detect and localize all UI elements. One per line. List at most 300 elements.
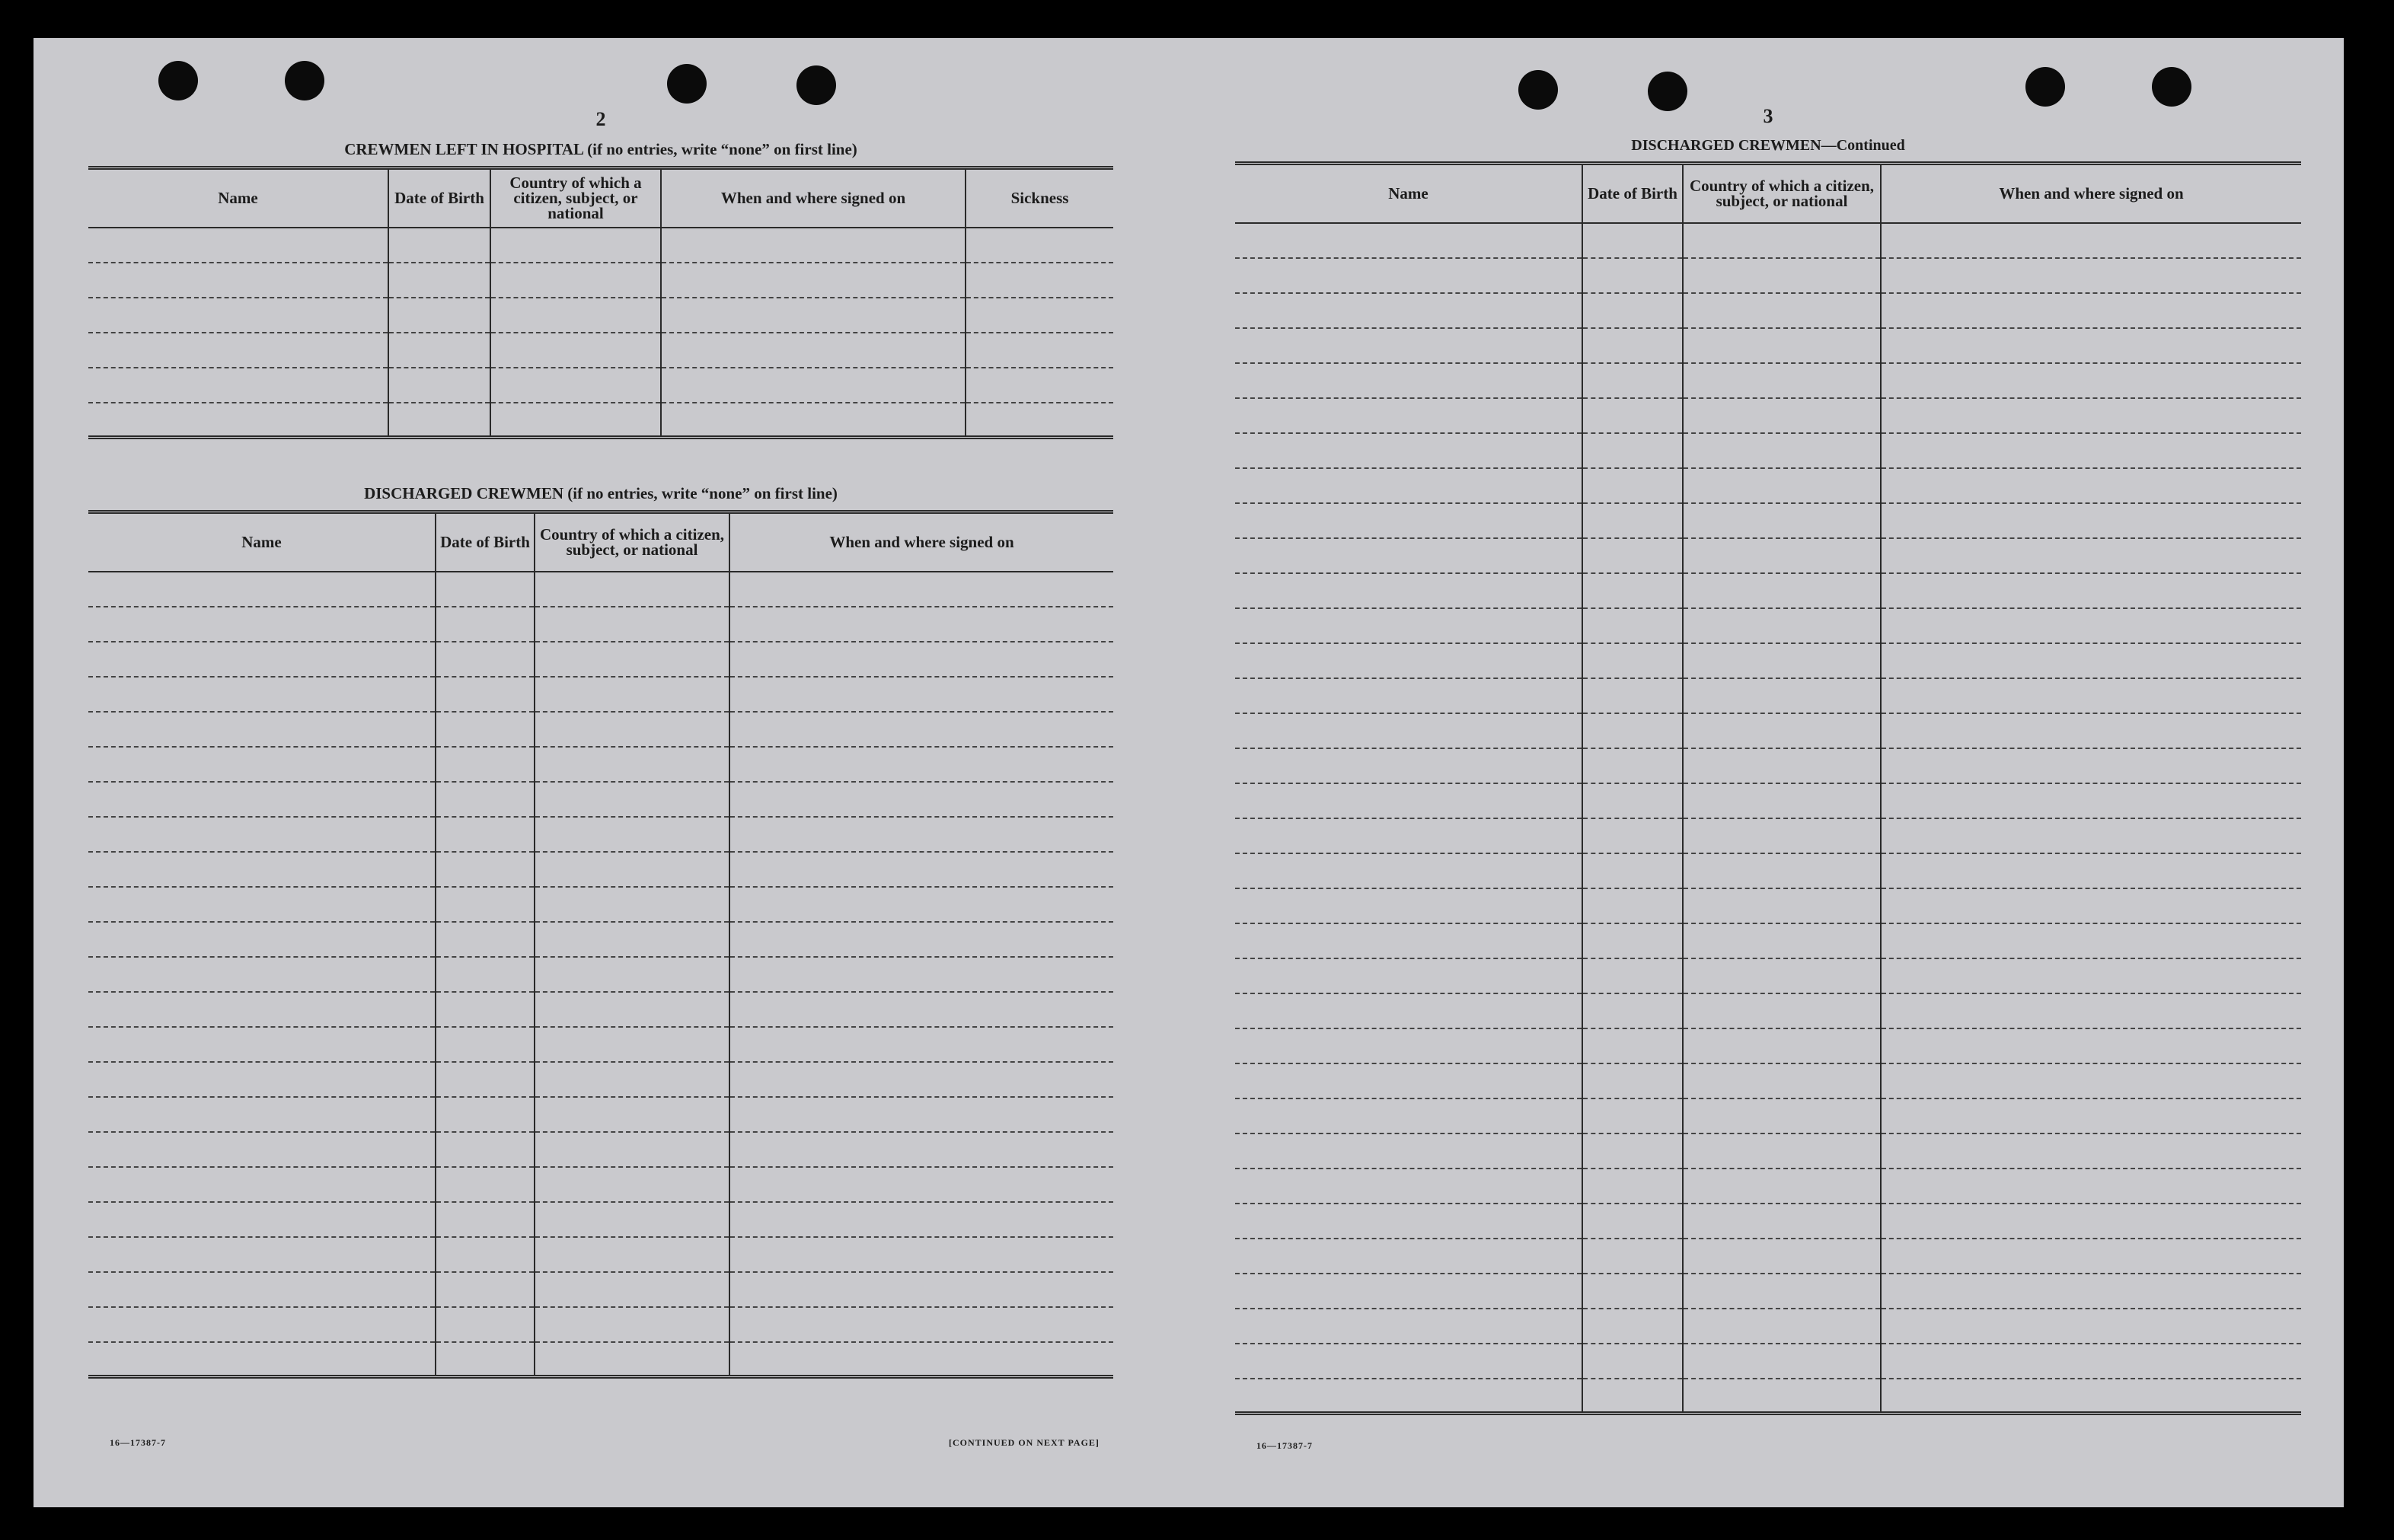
column-header-date-of-birth: Date of Birth — [388, 168, 490, 228]
entry-cell[interactable] — [1582, 328, 1683, 363]
entry-cell[interactable] — [88, 1097, 436, 1132]
entry-cell[interactable] — [1235, 643, 1582, 678]
entry-cell[interactable] — [88, 992, 436, 1027]
entry-cell[interactable] — [88, 1027, 436, 1062]
entry-cell[interactable] — [490, 298, 661, 333]
entry-cell[interactable] — [535, 677, 729, 712]
entry-cell[interactable] — [388, 228, 490, 263]
entry-cell[interactable] — [535, 1307, 729, 1342]
entry-cell[interactable] — [1582, 503, 1683, 538]
entry-cell[interactable] — [966, 263, 1113, 298]
entry-cell[interactable] — [535, 712, 729, 747]
entry-cell[interactable] — [88, 607, 436, 642]
column-header-country: Country of which a citizen, subject, or national — [1683, 164, 1881, 223]
entry-cell[interactable] — [1683, 1379, 1881, 1414]
entry-cell[interactable] — [966, 403, 1113, 438]
entry-cell[interactable] — [88, 333, 388, 368]
entry-cell[interactable] — [1582, 223, 1683, 258]
entry-cell[interactable] — [436, 677, 535, 712]
entry-cell[interactable] — [1683, 608, 1881, 643]
entry-cell[interactable] — [1881, 1239, 2301, 1274]
entry-cell[interactable] — [1582, 1133, 1683, 1169]
entry-cell[interactable] — [1881, 468, 2301, 503]
entry-cell[interactable] — [436, 817, 535, 852]
entry-cell[interactable] — [1683, 958, 1881, 993]
entry-cell[interactable] — [1235, 1028, 1582, 1063]
entry-cell[interactable] — [1582, 1239, 1683, 1274]
entry-cell[interactable] — [1683, 398, 1881, 433]
table-row — [1235, 958, 2301, 993]
entry-cell[interactable] — [1881, 503, 2301, 538]
entry-cell[interactable] — [1235, 293, 1582, 328]
entry-cell[interactable] — [1683, 538, 1881, 573]
entry-cell[interactable] — [436, 957, 535, 992]
entry-cell[interactable] — [1683, 1028, 1881, 1063]
entry-cell[interactable] — [88, 782, 436, 817]
entry-cell[interactable] — [729, 712, 1113, 747]
entry-cell[interactable] — [436, 1202, 535, 1237]
entry-cell[interactable] — [535, 747, 729, 782]
entry-cell[interactable] — [1235, 468, 1582, 503]
entry-cell[interactable] — [1881, 1204, 2301, 1239]
entry-cell[interactable] — [661, 333, 966, 368]
discharged-title-note: (if no entries, write “none” on first line) — [567, 484, 838, 502]
entry-cell[interactable] — [490, 368, 661, 403]
entry-cell[interactable] — [535, 572, 729, 607]
entry-cell[interactable] — [1881, 1063, 2301, 1098]
table-row — [88, 263, 1113, 298]
entry-cell[interactable] — [88, 922, 436, 957]
table-row — [1235, 1133, 2301, 1169]
entry-cell[interactable] — [1881, 1169, 2301, 1204]
entry-cell[interactable] — [535, 852, 729, 887]
table-row — [1235, 818, 2301, 853]
entry-cell[interactable] — [1235, 1063, 1582, 1098]
entry-cell[interactable] — [1235, 433, 1582, 468]
column-header-name: Name — [88, 168, 388, 228]
table-row — [88, 782, 1113, 817]
entry-cell[interactable] — [729, 1062, 1113, 1097]
entry-cell[interactable] — [729, 782, 1113, 817]
entry-cell[interactable] — [88, 677, 436, 712]
table-row — [88, 922, 1113, 957]
entry-cell[interactable] — [388, 298, 490, 333]
entry-cell[interactable] — [436, 572, 535, 607]
entry-cell[interactable] — [1235, 783, 1582, 818]
column-header-name: Name — [1235, 164, 1582, 223]
entry-cell[interactable] — [1582, 258, 1683, 293]
entry-cell[interactable] — [88, 1342, 436, 1377]
entry-cell[interactable] — [1582, 1204, 1683, 1239]
entry-cell[interactable] — [88, 1167, 436, 1202]
entry-cell[interactable] — [1582, 1379, 1683, 1414]
entry-cell[interactable] — [88, 1132, 436, 1167]
entry-cell[interactable] — [1235, 993, 1582, 1028]
entry-cell[interactable] — [388, 368, 490, 403]
entry-cell[interactable] — [88, 572, 436, 607]
entry-cell[interactable] — [1683, 1133, 1881, 1169]
entry-cell[interactable] — [535, 817, 729, 852]
entry-cell[interactable] — [88, 368, 388, 403]
entry-cell[interactable] — [535, 1027, 729, 1062]
entry-cell[interactable] — [661, 403, 966, 438]
entry-cell[interactable] — [1881, 958, 2301, 993]
hospital-title-text: CREWMEN LEFT IN HOSPITAL — [344, 140, 583, 158]
form-sheet — [34, 38, 2344, 1507]
entry-cell[interactable] — [1582, 398, 1683, 433]
entry-cell[interactable] — [661, 263, 966, 298]
entry-cell[interactable] — [1582, 958, 1683, 993]
table-row — [88, 607, 1113, 642]
entry-cell[interactable] — [88, 263, 388, 298]
entry-cell[interactable] — [1683, 503, 1881, 538]
entry-cell[interactable] — [1582, 433, 1683, 468]
entry-cell[interactable] — [729, 1027, 1113, 1062]
entry-cell[interactable] — [88, 957, 436, 992]
entry-cell[interactable] — [535, 1202, 729, 1237]
entry-cell[interactable] — [1235, 1133, 1582, 1169]
entry-cell[interactable] — [729, 817, 1113, 852]
entry-cell[interactable] — [1683, 993, 1881, 1028]
entry-cell[interactable] — [1683, 1098, 1881, 1133]
entry-cell[interactable] — [1683, 1344, 1881, 1379]
entry-cell[interactable] — [88, 298, 388, 333]
entry-cell[interactable] — [1683, 783, 1881, 818]
entry-cell[interactable] — [388, 263, 490, 298]
entry-cell[interactable] — [436, 1237, 535, 1272]
entry-cell[interactable] — [729, 572, 1113, 607]
entry-cell[interactable] — [1235, 888, 1582, 923]
entry-cell[interactable] — [729, 677, 1113, 712]
entry-cell[interactable] — [1881, 678, 2301, 713]
table-row — [1235, 1344, 2301, 1379]
entry-cell[interactable] — [1235, 818, 1582, 853]
entry-cell[interactable] — [535, 607, 729, 642]
entry-cell[interactable] — [1582, 573, 1683, 608]
entry-cell[interactable] — [1582, 1063, 1683, 1098]
entry-cell[interactable] — [1235, 958, 1582, 993]
entry-cell[interactable] — [535, 642, 729, 677]
entry-cell[interactable] — [966, 333, 1113, 368]
entry-cell[interactable] — [729, 992, 1113, 1027]
entry-cell[interactable] — [88, 1307, 436, 1342]
entry-cell[interactable] — [88, 712, 436, 747]
entry-cell[interactable] — [88, 1062, 436, 1097]
entry-cell[interactable] — [1683, 748, 1881, 783]
table-row — [1235, 1063, 2301, 1098]
entry-cell[interactable] — [436, 887, 535, 922]
entry-cell[interactable] — [436, 747, 535, 782]
entry-cell[interactable] — [1683, 573, 1881, 608]
entry-cell[interactable] — [1881, 398, 2301, 433]
table-row — [1235, 1309, 2301, 1344]
entry-cell[interactable] — [1582, 713, 1683, 748]
entry-cell[interactable] — [88, 1272, 436, 1307]
entry-cell[interactable] — [88, 1237, 436, 1272]
entry-cell[interactable] — [1582, 748, 1683, 783]
entry-cell[interactable] — [1235, 608, 1582, 643]
entry-cell[interactable] — [1683, 1274, 1881, 1309]
entry-cell[interactable] — [535, 1062, 729, 1097]
entry-cell[interactable] — [436, 607, 535, 642]
entry-cell[interactable] — [490, 263, 661, 298]
entry-cell[interactable] — [1881, 573, 2301, 608]
entry-cell[interactable] — [1582, 1028, 1683, 1063]
entry-cell[interactable] — [436, 1132, 535, 1167]
entry-cell[interactable] — [1881, 363, 2301, 398]
entry-cell[interactable] — [1881, 888, 2301, 923]
entry-cell[interactable] — [966, 228, 1113, 263]
entry-cell[interactable] — [1881, 748, 2301, 783]
entry-cell[interactable] — [1582, 853, 1683, 888]
table-row — [88, 1167, 1113, 1202]
entry-cell[interactable] — [1683, 1169, 1881, 1204]
entry-cell[interactable] — [535, 1272, 729, 1307]
entry-cell[interactable] — [1235, 1239, 1582, 1274]
continued-suffix: —Continued — [1821, 137, 1905, 154]
entry-cell[interactable] — [436, 1307, 535, 1342]
table-row — [88, 333, 1113, 368]
entry-cell[interactable] — [966, 368, 1113, 403]
entry-cell[interactable] — [1235, 1379, 1582, 1414]
entry-cell[interactable] — [436, 1272, 535, 1307]
entry-cell[interactable] — [436, 1062, 535, 1097]
entry-cell[interactable] — [88, 887, 436, 922]
entry-cell[interactable] — [1881, 783, 2301, 818]
entry-cell[interactable] — [1881, 608, 2301, 643]
entry-cell[interactable] — [436, 852, 535, 887]
entry-cell[interactable] — [88, 642, 436, 677]
entry-cell[interactable] — [1881, 818, 2301, 853]
entry-cell[interactable] — [1683, 223, 1881, 258]
entry-cell[interactable] — [1683, 468, 1881, 503]
entry-cell[interactable] — [1235, 573, 1582, 608]
table-row — [88, 403, 1113, 438]
entry-cell[interactable] — [729, 1202, 1113, 1237]
entry-cell[interactable] — [1881, 328, 2301, 363]
entry-cell[interactable] — [1582, 818, 1683, 853]
discharged-title-text: DISCHARGED CREWMEN — [364, 484, 564, 502]
table-row — [88, 1027, 1113, 1062]
entry-cell[interactable] — [436, 992, 535, 1027]
entry-cell[interactable] — [436, 922, 535, 957]
entry-cell[interactable] — [1582, 293, 1683, 328]
entry-cell[interactable] — [1235, 328, 1582, 363]
entry-cell[interactable] — [535, 1132, 729, 1167]
entry-cell[interactable] — [388, 333, 490, 368]
entry-cell[interactable] — [1235, 1204, 1582, 1239]
entry-cell[interactable] — [1582, 678, 1683, 713]
entry-cell[interactable] — [1881, 538, 2301, 573]
entry-cell[interactable] — [535, 1097, 729, 1132]
entry-cell[interactable] — [729, 1097, 1113, 1132]
entry-cell[interactable] — [1683, 643, 1881, 678]
entry-cell[interactable] — [729, 1307, 1113, 1342]
entry-cell[interactable] — [1235, 398, 1582, 433]
entry-cell[interactable] — [535, 887, 729, 922]
entry-cell[interactable] — [966, 298, 1113, 333]
entry-cell[interactable] — [1881, 258, 2301, 293]
entry-cell[interactable] — [1582, 1344, 1683, 1379]
entry-cell[interactable] — [1235, 223, 1582, 258]
entry-cell[interactable] — [1235, 1344, 1582, 1379]
table-row — [1235, 1274, 2301, 1309]
entry-cell[interactable] — [436, 1167, 535, 1202]
entry-cell[interactable] — [1235, 678, 1582, 713]
entry-cell[interactable] — [490, 228, 661, 263]
entry-cell[interactable] — [436, 1027, 535, 1062]
entry-cell[interactable] — [1683, 1204, 1881, 1239]
entry-cell[interactable] — [729, 642, 1113, 677]
column-header-signed-on: When and where signed on — [661, 168, 966, 228]
entry-cell[interactable] — [1683, 1239, 1881, 1274]
entry-cell[interactable] — [1582, 363, 1683, 398]
entry-cell[interactable] — [1881, 923, 2301, 958]
entry-cell[interactable] — [535, 992, 729, 1027]
entry-cell[interactable] — [1235, 258, 1582, 293]
entry-cell[interactable] — [88, 403, 388, 438]
entry-cell[interactable] — [1582, 993, 1683, 1028]
entry-cell[interactable] — [1881, 853, 2301, 888]
table-row — [1235, 573, 2301, 608]
entry-cell[interactable] — [1683, 363, 1881, 398]
entry-cell[interactable] — [1582, 923, 1683, 958]
entry-cell[interactable] — [535, 922, 729, 957]
entry-cell[interactable] — [1235, 363, 1582, 398]
table-row — [1235, 363, 2301, 398]
entry-cell[interactable] — [1582, 643, 1683, 678]
entry-cell[interactable] — [1881, 223, 2301, 258]
table-row — [1235, 1204, 2301, 1239]
table-row — [1235, 328, 2301, 363]
entry-cell[interactable] — [1683, 818, 1881, 853]
entry-cell[interactable] — [535, 957, 729, 992]
entry-cell[interactable] — [1235, 1274, 1582, 1309]
entry-cell[interactable] — [1683, 328, 1881, 363]
entry-cell[interactable] — [1582, 888, 1683, 923]
entry-cell[interactable] — [1881, 1098, 2301, 1133]
hospital-table — [88, 166, 1113, 439]
entry-cell[interactable] — [661, 368, 966, 403]
entry-cell[interactable] — [88, 747, 436, 782]
entry-cell[interactable] — [1881, 1274, 2301, 1309]
entry-cell[interactable] — [1683, 853, 1881, 888]
table-row — [1235, 923, 2301, 958]
right-page — [1235, 38, 2301, 1484]
entry-cell[interactable] — [1683, 923, 1881, 958]
entry-cell[interactable] — [388, 403, 490, 438]
table-row — [88, 1202, 1113, 1237]
entry-cell[interactable] — [490, 333, 661, 368]
entry-cell[interactable] — [436, 1342, 535, 1377]
entry-cell[interactable] — [88, 817, 436, 852]
entry-cell[interactable] — [1235, 713, 1582, 748]
entry-cell[interactable] — [436, 1097, 535, 1132]
entry-cell[interactable] — [1582, 468, 1683, 503]
entry-cell[interactable] — [729, 852, 1113, 887]
entry-cell[interactable] — [1881, 433, 2301, 468]
entry-cell[interactable] — [1582, 538, 1683, 573]
entry-cell[interactable] — [1683, 1063, 1881, 1098]
table-row — [88, 368, 1113, 403]
entry-cell[interactable] — [1683, 1309, 1881, 1344]
entry-cell[interactable] — [1683, 888, 1881, 923]
table-row — [88, 712, 1113, 747]
entry-cell[interactable] — [1881, 1028, 2301, 1063]
entry-cell[interactable] — [1582, 1274, 1683, 1309]
entry-cell[interactable] — [1582, 1309, 1683, 1344]
entry-cell[interactable] — [490, 403, 661, 438]
entry-cell[interactable] — [88, 1202, 436, 1237]
entry-cell[interactable] — [535, 782, 729, 817]
table-row — [88, 992, 1113, 1027]
entry-cell[interactable] — [1235, 923, 1582, 958]
entry-cell[interactable] — [1582, 783, 1683, 818]
entry-cell[interactable] — [729, 1167, 1113, 1202]
entry-cell[interactable] — [1881, 1309, 2301, 1344]
entry-cell[interactable] — [1235, 748, 1582, 783]
entry-cell[interactable] — [88, 852, 436, 887]
table-row — [88, 298, 1113, 333]
entry-cell[interactable] — [1235, 503, 1582, 538]
entry-cell[interactable] — [1881, 1379, 2301, 1414]
continued-note: [CONTINUED ON NEXT PAGE] — [949, 1437, 1100, 1448]
table-row — [88, 1132, 1113, 1167]
entry-cell[interactable] — [436, 782, 535, 817]
entry-cell[interactable] — [1683, 433, 1881, 468]
entry-cell[interactable] — [1582, 1169, 1683, 1204]
entry-cell[interactable] — [1683, 258, 1881, 293]
entry-cell[interactable] — [1235, 538, 1582, 573]
entry-cell[interactable] — [729, 607, 1113, 642]
entry-cell[interactable] — [729, 957, 1113, 992]
entry-cell[interactable] — [1683, 293, 1881, 328]
entry-cell[interactable] — [661, 228, 966, 263]
entry-cell[interactable] — [729, 1342, 1113, 1377]
entry-cell[interactable] — [1683, 678, 1881, 713]
entry-cell[interactable] — [729, 1237, 1113, 1272]
entry-cell[interactable] — [729, 747, 1113, 782]
entry-cell[interactable] — [88, 228, 388, 263]
entry-cell[interactable] — [436, 712, 535, 747]
entry-cell[interactable] — [1683, 713, 1881, 748]
entry-cell[interactable] — [436, 642, 535, 677]
entry-cell[interactable] — [535, 1167, 729, 1202]
entry-cell[interactable] — [1582, 608, 1683, 643]
entry-cell[interactable] — [1881, 293, 2301, 328]
entry-cell[interactable] — [1235, 1309, 1582, 1344]
entry-cell[interactable] — [1881, 713, 2301, 748]
entry-cell[interactable] — [535, 1237, 729, 1272]
entry-cell[interactable] — [1881, 643, 2301, 678]
entry-cell[interactable] — [729, 1272, 1113, 1307]
form-code: 16—17387-7 — [1256, 1440, 1313, 1451]
entry-cell[interactable] — [729, 1132, 1113, 1167]
entry-cell[interactable] — [729, 922, 1113, 957]
entry-cell[interactable] — [1582, 1098, 1683, 1133]
entry-cell[interactable] — [1235, 1169, 1582, 1204]
entry-cell[interactable] — [1881, 1133, 2301, 1169]
entry-cell[interactable] — [1235, 1098, 1582, 1133]
entry-cell[interactable] — [661, 298, 966, 333]
entry-cell[interactable] — [1235, 853, 1582, 888]
column-header-sickness: Sickness — [966, 168, 1113, 228]
entry-cell[interactable] — [535, 1342, 729, 1377]
entry-cell[interactable] — [729, 887, 1113, 922]
entry-cell[interactable] — [1881, 1344, 2301, 1379]
entry-cell[interactable] — [1881, 993, 2301, 1028]
table-row — [1235, 888, 2301, 923]
